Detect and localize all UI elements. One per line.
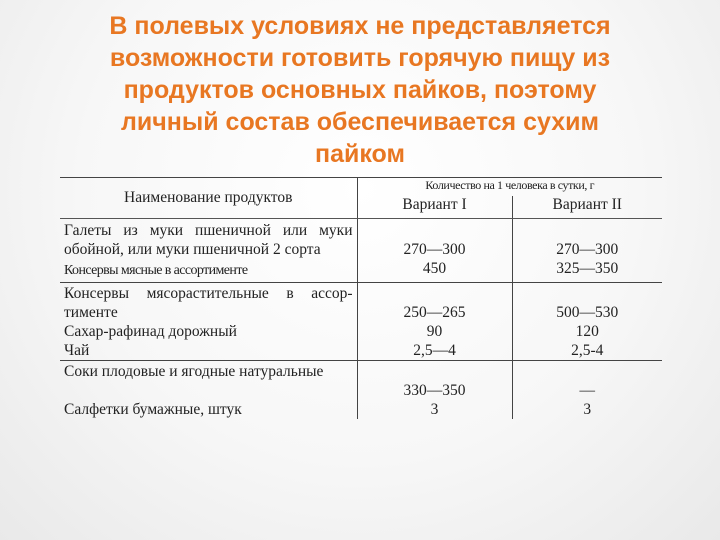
title-line: продуктов основных пайков, поэтому [123, 76, 597, 104]
header-product-name: Наименование продуктов [60, 178, 357, 219]
variant-2-value: 3 [583, 401, 592, 418]
slide-title [20, 10, 700, 170]
header-variant-1: Вариант I [357, 196, 512, 219]
variant-2-value: 325—350 [556, 260, 619, 277]
variant-1-value: 90 [357, 322, 512, 341]
product-name: Галеты из муки пшеничной или муки обойной, или муки пшеничной 2 сорта [60, 219, 357, 260]
product-name: Консервы мясные в ассортименте [60, 259, 357, 283]
title-line: В полевых условиях не представляется [109, 12, 611, 40]
variant-1-value: 3 [357, 400, 512, 419]
variant-2-value: 120 [575, 323, 599, 340]
table-row [60, 283, 662, 323]
table-row [60, 322, 662, 341]
product-name: Чай [60, 341, 357, 361]
table-row [60, 400, 662, 419]
variant-1-value: 250—265 [357, 283, 512, 323]
table-row [60, 341, 662, 361]
variant-1-value: 2,5—4 [357, 341, 512, 361]
product-name: Сахар-рафинад дорожный [60, 322, 357, 341]
ration-table [60, 177, 662, 419]
title-line: возможности готовить горячую пищу из [109, 44, 611, 72]
table-row [60, 361, 662, 401]
product-name: Салфетки бумажные, штук [60, 400, 357, 419]
variant-2-value: — [512, 361, 662, 401]
variant-1-value: 270—300 [357, 219, 512, 260]
header-quantity: Количество на 1 человека в сутки, г [357, 178, 662, 197]
header-variant-2: Вариант II [512, 196, 662, 219]
product-name: Соки плодовые и ягодные натуральные [60, 361, 357, 401]
ration-table-container [60, 177, 662, 419]
title-line: пайком [315, 140, 405, 168]
variant-2-value: 2,5-4 [571, 342, 604, 359]
variant-2-value: 270—300 [556, 241, 619, 258]
title-line: личный состав обеспечивается сухим [121, 108, 599, 136]
product-name: Консервы мясорастительные в ассор-тименте [60, 283, 357, 323]
variant-1-value: 450 [357, 259, 512, 283]
variant-2-value: 500—530 [512, 283, 662, 323]
table-row [60, 259, 662, 283]
variant-1-value: 330—350 [357, 361, 512, 401]
table-row [60, 219, 662, 260]
